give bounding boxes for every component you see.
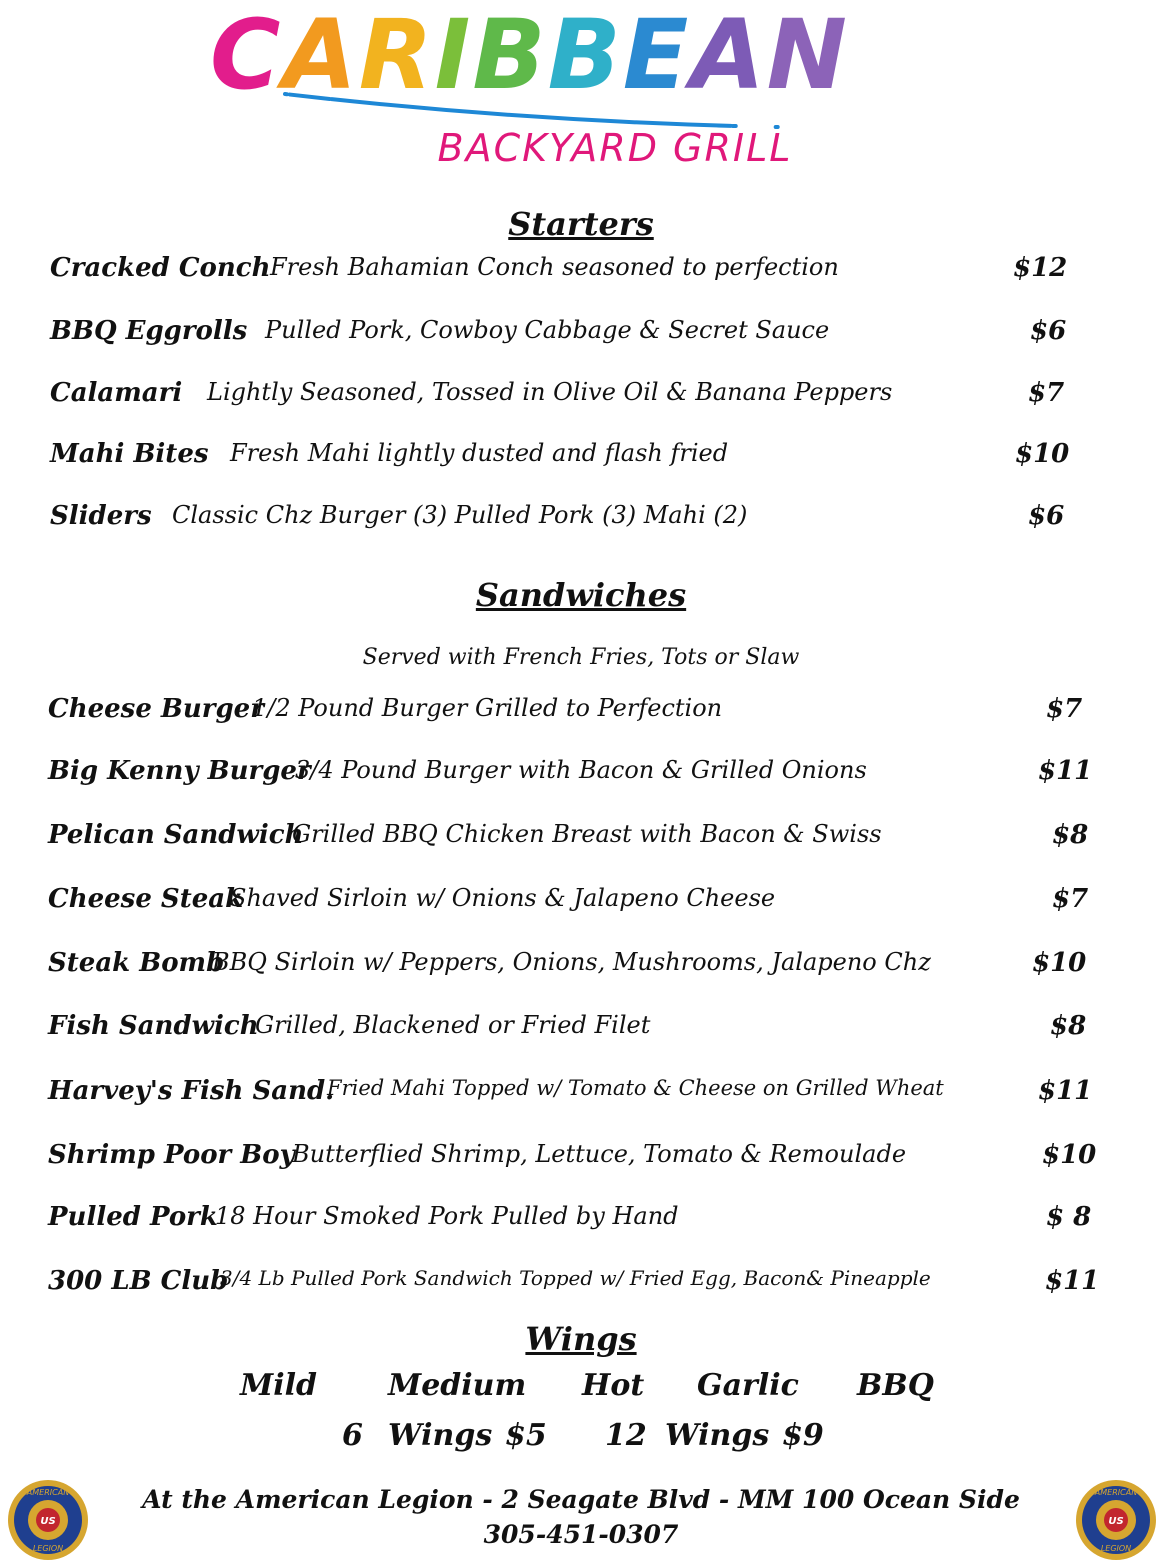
menu-item (0, 1076, 1162, 1116)
menu-item (0, 1202, 1162, 1242)
item-description: Butterflied Shrimp, Lettuce, Tomato & Remoulade (292, 1140, 907, 1168)
logo-letter: N (766, 0, 849, 111)
wing-flavor: BBQ (857, 1368, 934, 1403)
logo-letter: C (210, 0, 283, 111)
wing-price: $5 (505, 1418, 547, 1453)
item-name: Shrimp Poor Boy (48, 1140, 295, 1170)
wings-title: Wings (525, 1320, 637, 1358)
item-name: Cracked Conch (50, 253, 271, 283)
logo-letter: E (622, 0, 691, 111)
footer-location: At the American Legion - 2 Seagate Blvd - MM 100 Ocean Side (142, 1485, 1020, 1514)
wing-count: 6 (342, 1418, 363, 1453)
item-description: Pulled Pork, Cowboy Cabbage & Secret Sauce (265, 316, 830, 344)
footer-phone: 305-451-0307 (483, 1520, 679, 1549)
item-name: Steak Bomb (48, 948, 225, 978)
logo-subtitle: BACKYARD GRILL (437, 126, 793, 170)
wing-flavor: Garlic (697, 1368, 799, 1403)
american-legion-emblem-icon (1074, 1478, 1158, 1562)
menu-item (0, 1140, 1162, 1180)
emblem-center-text: US (40, 1516, 56, 1527)
wing-flavor: Mild (240, 1368, 317, 1403)
item-description: Classic Chz Burger (3) Pulled Pork (3) Mahi (2) (172, 501, 748, 529)
item-name: 300 LB Club (48, 1266, 229, 1296)
emblem-text-top: AMERICAN (26, 1488, 70, 1497)
menu-item (0, 253, 1162, 293)
item-description: Lightly Seasoned, Tossed in Olive Oil & Banana Peppers (207, 378, 893, 406)
item-price: $7 (1046, 694, 1083, 724)
emblem-text-bottom: LEGION (1100, 1544, 1132, 1553)
emblem-text-bottom: LEGION (32, 1544, 64, 1553)
item-name: Sliders (50, 501, 152, 531)
item-description: 18 Hour Smoked Pork Pulled by Hand (215, 1202, 679, 1230)
item-name: Big Kenny Burger (48, 756, 311, 786)
item-description: Shaved Sirloin w/ Onions & Jalapeno Cheese (230, 884, 776, 912)
item-name: Pelican Sandwich (48, 820, 304, 850)
logo-letter: A (282, 0, 359, 111)
item-price: $12 (1013, 253, 1068, 283)
item-name: Harvey's Fish Sand. (48, 1076, 335, 1106)
american-legion-emblem-icon (6, 1478, 90, 1562)
logo-letter: R (358, 0, 435, 111)
menu-item (0, 501, 1162, 541)
item-description: Fried Mahi Topped w/ Tomato & Cheese on Grilled Wheat (327, 1076, 944, 1100)
menu-item (0, 1011, 1162, 1051)
item-description: Fresh Bahamian Conch seasoned to perfection (270, 253, 839, 281)
item-price: $6 (1028, 501, 1065, 531)
item-description: 3/4 Pound Burger with Bacon & Grilled Onions (295, 756, 867, 784)
item-price: $ 8 (1046, 1202, 1092, 1232)
menu-item (0, 439, 1162, 479)
emblem-center-text: US (1108, 1516, 1124, 1527)
logo-letter: B (547, 0, 623, 111)
wing-label: Wings (388, 1418, 493, 1453)
logo-letter: B (472, 0, 548, 111)
item-description: 1/2 Pound Burger Grilled to Perfection (252, 694, 723, 722)
item-name: BBQ Eggrolls (50, 316, 248, 346)
starters-title: Starters (508, 205, 654, 243)
item-name: Pulled Pork (48, 1202, 218, 1232)
sandwiches-title: Sandwiches (475, 576, 687, 614)
item-price: $7 (1052, 884, 1089, 914)
logo-letter: A (690, 0, 767, 111)
menu-item (0, 1266, 1162, 1306)
item-price: $6 (1030, 316, 1067, 346)
emblem-text-top: AMERICAN (1094, 1488, 1138, 1497)
item-description: Grilled, Blackened or Fried Filet (255, 1011, 651, 1039)
wing-flavor: Hot (582, 1368, 645, 1403)
menu-item (0, 948, 1162, 988)
wing-flavor: Medium (388, 1368, 527, 1403)
item-name: Fish Sandwich (48, 1011, 259, 1041)
item-name: Mahi Bites (50, 439, 209, 469)
item-price: $10 (1015, 439, 1070, 469)
logo (210, 0, 950, 190)
logo-letter: I (434, 0, 473, 111)
item-name: Cheese Steak (48, 884, 244, 914)
menu-item (0, 820, 1162, 860)
menu-item (0, 378, 1162, 418)
item-description: 3/4 Lb Pulled Pork Sandwich Topped w/ Fried Egg, Bacon& Pineapple (220, 1266, 931, 1290)
item-price: $10 (1032, 948, 1087, 978)
menu-item (0, 694, 1162, 734)
item-price: $11 (1038, 756, 1093, 786)
item-price: $11 (1038, 1076, 1093, 1106)
item-name: Calamari (50, 378, 183, 408)
item-price: $8 (1050, 1011, 1087, 1041)
item-price: $11 (1045, 1266, 1100, 1296)
item-price: $10 (1042, 1140, 1097, 1170)
item-description: Grilled BBQ Chicken Breast with Bacon & Swiss (292, 820, 882, 848)
item-description: BBQ Sirloin w/ Peppers, Onions, Mushrooms, Jalapeno Chz (212, 948, 931, 976)
menu-item (0, 756, 1162, 796)
item-description: Fresh Mahi lightly dusted and flash fried (230, 439, 729, 467)
wing-count: 12 (605, 1418, 647, 1453)
wing-label: Wings (665, 1418, 770, 1453)
menu-item (0, 316, 1162, 356)
menu-item (0, 884, 1162, 924)
wing-price: $9 (782, 1418, 824, 1453)
item-price: $8 (1052, 820, 1089, 850)
sandwiches-note: Served with French Fries, Tots or Slaw (362, 645, 800, 670)
item-price: $7 (1028, 378, 1065, 408)
item-name: Cheese Burger (48, 694, 264, 724)
